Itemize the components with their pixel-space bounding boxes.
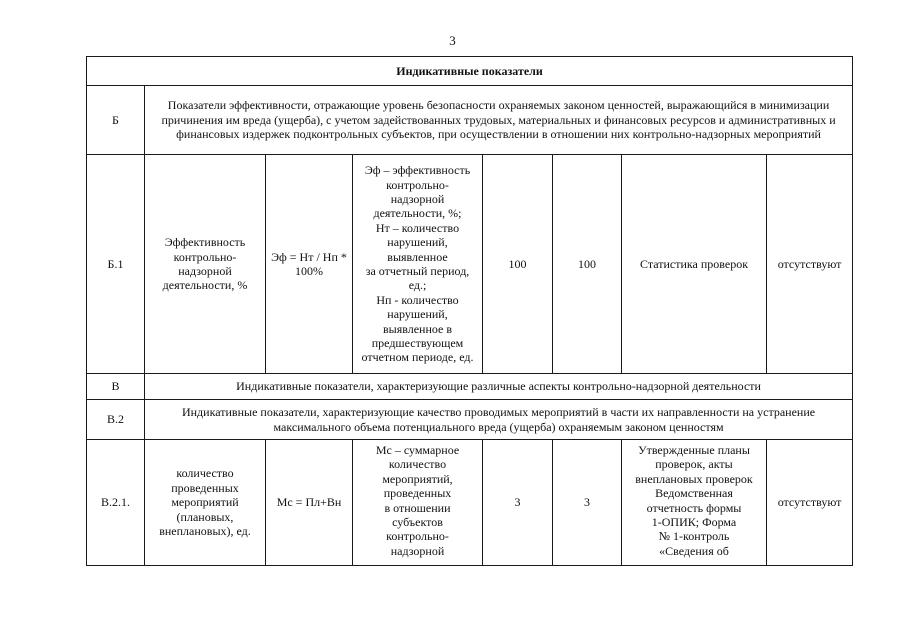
table-header: Индикативные показатели (87, 57, 853, 86)
source-line: проверок, акты (655, 457, 733, 472)
desc-line: Мс – суммарное (375, 443, 460, 457)
section-b-row (87, 86, 853, 155)
row-b1-value-2: 100 (553, 155, 622, 374)
source-line: Утвержденные планы (638, 443, 750, 457)
source-line: Ведомственная (655, 486, 733, 501)
desc-line: субъектов (392, 515, 443, 530)
indicators-table (86, 56, 853, 566)
row-b1-value-1: 100 (483, 155, 553, 374)
desc-line: выявленное в (382, 321, 453, 336)
row-v21-value-1: 3 (483, 440, 553, 566)
source-line: отчетность формы (646, 500, 742, 515)
row-b1-formula: Эф = Нт / Нп * 100% (266, 155, 353, 374)
desc-line: надзорной (390, 543, 445, 558)
row-b1-note: отсутствуют (767, 155, 853, 374)
desc-line: количество (388, 457, 447, 472)
row-b1-source: Статистика проверок (622, 155, 767, 374)
desc-line: нарушений, (387, 307, 448, 322)
source-line: внеплановых проверок (635, 471, 753, 486)
row-b1-description (353, 155, 483, 374)
row-v21-formula: Мс = Пл+Вн (266, 440, 353, 566)
row-v21 (87, 440, 853, 566)
desc-line: ед.; (408, 278, 427, 293)
desc-line: проведенных (383, 486, 452, 501)
desc-line: в отношении (384, 500, 451, 515)
row-v21-code: В.2.1. (87, 440, 145, 566)
page-number: 3 (449, 33, 456, 48)
row-v21-value-2: 3 (553, 440, 622, 566)
row-b1 (87, 155, 853, 374)
desc-line: отчетном периоде, ед. (361, 350, 474, 365)
source-line: 1-ОПИК; Форма (651, 515, 737, 530)
header-row (87, 57, 853, 86)
row-b1-code: Б.1 (87, 155, 145, 374)
row-v21-note: отсутствуют (767, 440, 853, 566)
row-v21-name: количество проведенных мероприятий (плановых, внеплановых), ед. (145, 440, 266, 566)
desc-line: мероприятий, (382, 471, 453, 486)
desc-line: контрольно- (386, 177, 449, 192)
section-v-row (87, 374, 853, 400)
row-b1-name: Эффективность контрольно-надзорной деятельности, % (145, 155, 266, 374)
desc-line: за отчетный период, (365, 264, 470, 278)
section-b-text: Показатели эффективности, отражающие уровень безопасности охраняемых законом ценностей, выражающийся в минимизации причинения им вреда (ущерба), с учетом задействованных трудовых, материальных и финансовых ресурсов и административных и финансовых издержек подконтрольных субъектов, при осуществлении в отношении них контрольно-надзорных мероприятий (145, 86, 853, 155)
desc-line: Нп - количество (376, 292, 459, 307)
desc-line: предшествующем (371, 336, 464, 351)
section-v2-text: Индикативные показатели, характеризующие качество проводимых мероприятий в части их направленности на устранение максимального объема потенциального вреда (ущерба) охраняемым законом ценностям (145, 400, 853, 440)
section-b-code: Б (87, 86, 145, 155)
row-v21-source (622, 440, 767, 566)
source-line: «Сведения об (659, 543, 729, 558)
desc-line: деятельности, %; (373, 206, 462, 221)
desc-line: Нт – количество (375, 220, 460, 235)
row-v21-description (353, 440, 483, 566)
section-v-text: Индикативные показатели, характеризующие различные аспекты контрольно-надзорной деятельности (145, 374, 853, 400)
desc-line: нарушений, (387, 235, 448, 250)
section-v2-code: В.2 (87, 400, 145, 440)
desc-line: надзорной (390, 191, 445, 206)
desc-line: выявленное (387, 249, 448, 264)
section-v2-row (87, 400, 853, 440)
section-v-code: В (87, 374, 145, 400)
source-line: № 1-контроль (658, 529, 730, 544)
desc-line: Эф – эффективность (364, 163, 471, 178)
desc-line: контрольно- (386, 529, 449, 544)
